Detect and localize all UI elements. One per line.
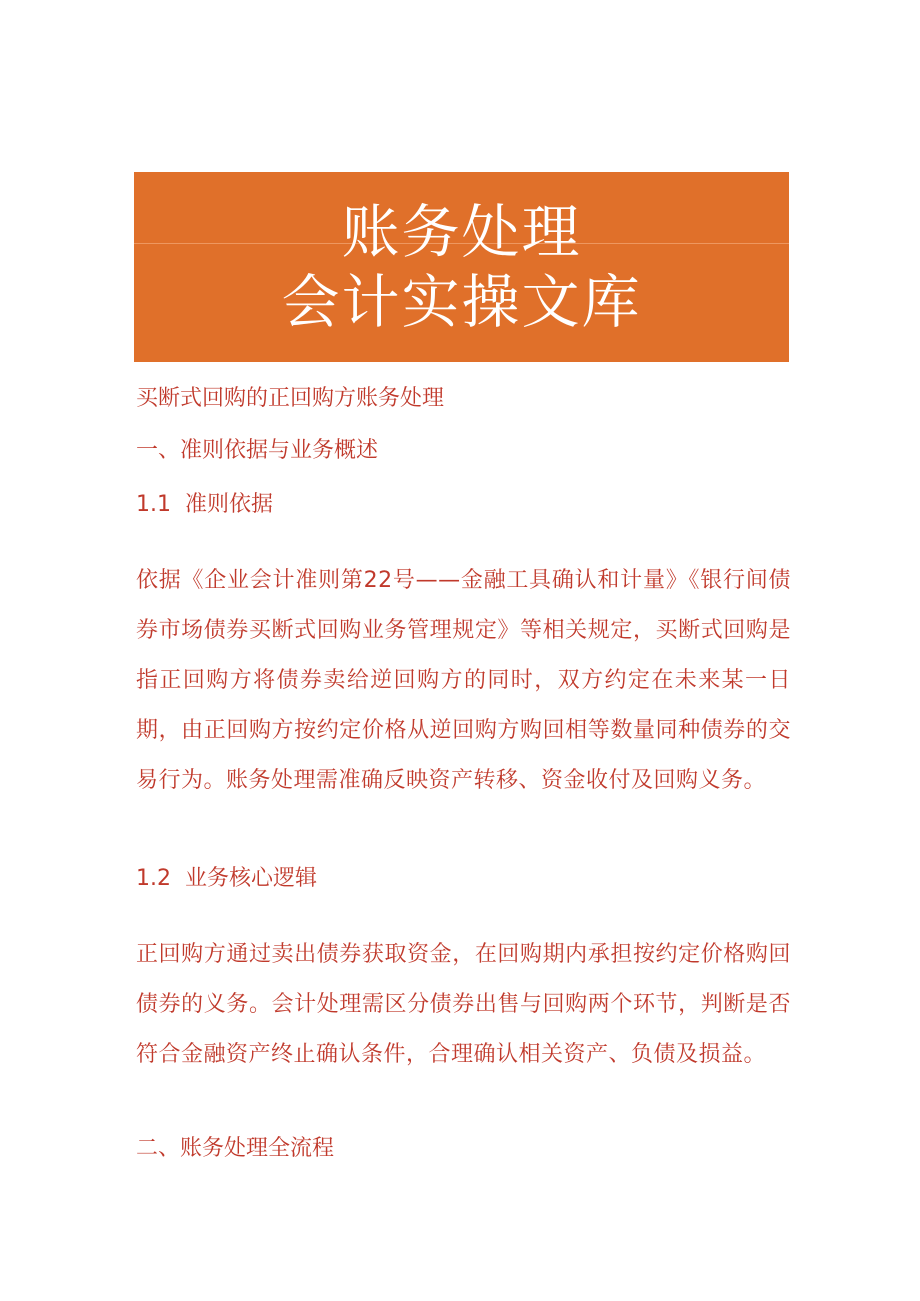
subsection-label: 业务核心逻辑 bbox=[185, 866, 318, 891]
subsection-label: 准则依据 bbox=[185, 492, 274, 517]
document-title: 买断式回购的正回购方账务处理 bbox=[136, 386, 445, 411]
subsection-number: 1.1 bbox=[136, 492, 171, 517]
banner-title-line-2: 会计实操文库 bbox=[281, 268, 642, 336]
paragraph-core-logic: 正回购方通过卖出债券获取资金，在回购期内承担按约定价格购回债券的义务。会计处理需区分债券出售与回购两个环节，判断是否符合金融资产终止确认条件，合理确认相关资产、负债及损益。 bbox=[136, 942, 791, 1067]
paragraph-standards-basis: 依据《企业会计准则第22号——金融工具确认和计量》《银行间债券市场债券买断式回购业务管理规定》等相关规定，买断式回购是指正回购方将债券卖给逆回购方的同时，双方约定在未来某一日期，由正回购方按约定价格从逆回购方购回相等数量同种债券的交易行为。账务处理需准确反映资产转移、资金收付及回购义务。 bbox=[136, 568, 791, 793]
banner-title-line-1: 账务处理 bbox=[341, 198, 582, 266]
subsection-heading-1-2 bbox=[136, 862, 317, 896]
section-heading-2: 二、账务处理全流程 bbox=[136, 1136, 335, 1161]
subsection-heading-1-1 bbox=[136, 488, 273, 522]
title-banner bbox=[134, 172, 789, 362]
section-heading-1: 一、准则依据与业务概述 bbox=[136, 438, 379, 463]
subsection-number: 1.2 bbox=[136, 866, 171, 891]
